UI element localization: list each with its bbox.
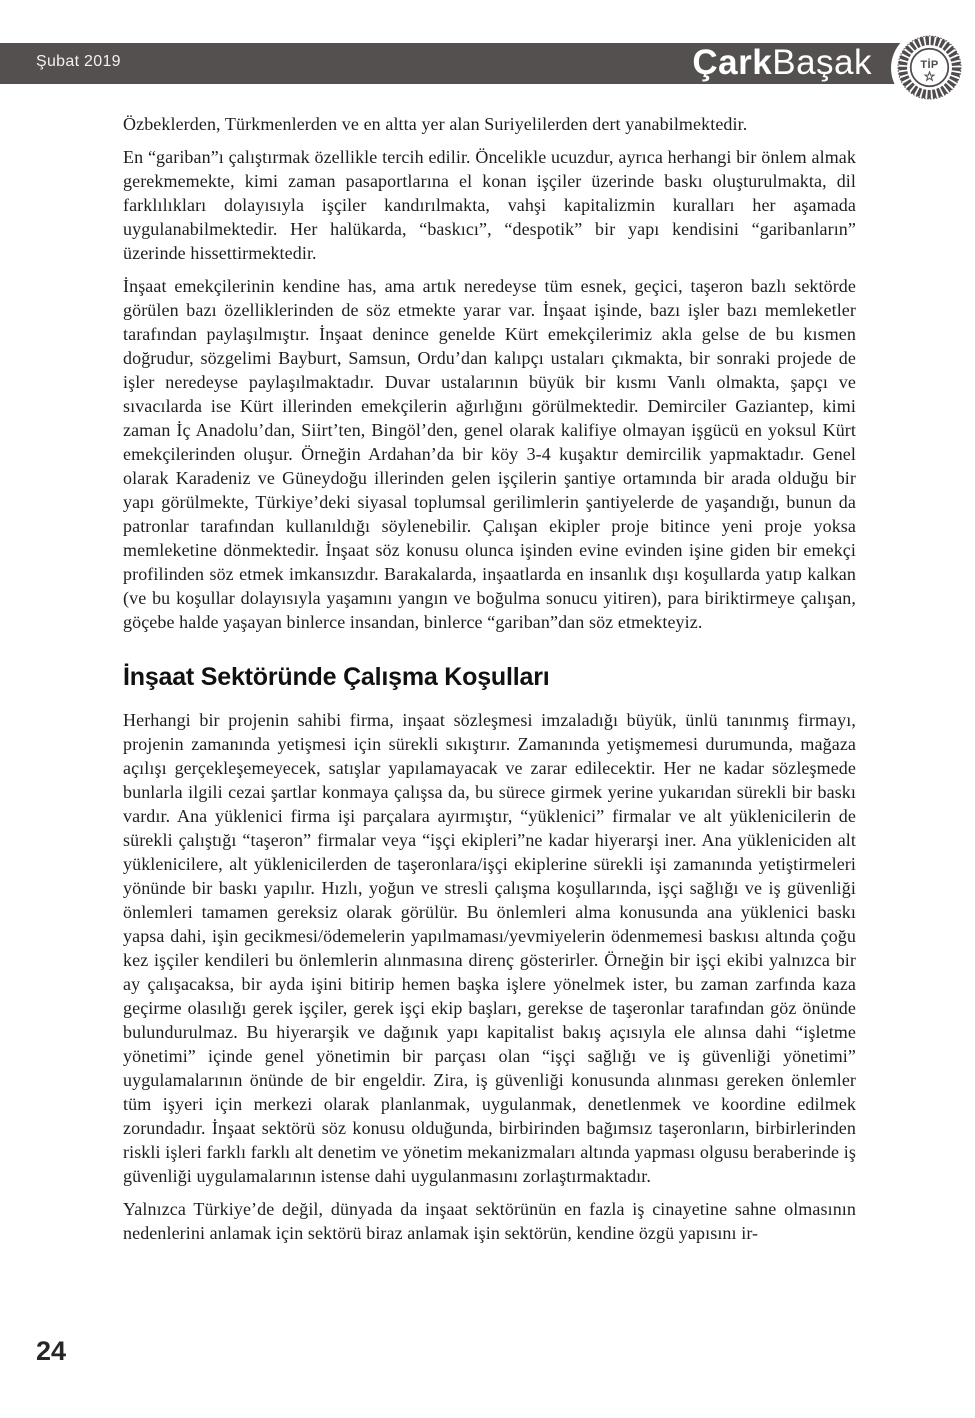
logo-text: TİP [920, 58, 939, 71]
issue-date: Şubat 2019 [36, 53, 121, 70]
page-number: 24 [36, 1336, 67, 1366]
tip-party-emblem-icon [896, 34, 963, 101]
paragraph: Herhangi bir projenin sahibi firma, inşaat sözleşmesi imzaladığı büyük, ünlü tanınmış firmayı, projenin zamanında yetişmesi için sürekli sıkıştırır. Zamanında yetişmemesi durumunda, mağaza açılışı gerçekleşemeyecek, satışlar yapılamayacak ve zarar edilecektir. Her ne kadar sözleşmede bunlarla ilgili cezai şartlar konmaya çalışsa da, bu sürece girmek yerine yukarıdan sürekli bir baskı vardır. Ana yüklenici firma işi parçalara ayırmıştır, “yüklenici” firmalar ve alt yüklenicilerin de sürekli çalıştığı “taşeron” firmalar veya “işçi ekipleri”ne kadar hiyerarşi iner. Ana yükleniciden alt yüklenicilere, alt yüklenicilerden de taşeronlara/işçi ekiplerine sürekli işi zamanında yetiştirmeleri yönünde bir baskı yapılır. Hızlı, yoğun ve stresli çalışma koşullarında, işçi sağlığı ve iş güvenliği önlemleri tamamen gereksiz olarak görülür. Bu önlemleri alma konusunda ana yüklenici baskı yapsa dahi, işin gecikmesi/ödemelerin yapılmaması/yevmiyelerin ödenmemesi baskısı altında çoğu kez işçiler kendileri bu önlemlerin alınmasına direnç gösterirler. Örneğin bir işçi ekibi yalnızca bir ay çalışacaksa, bir ayda işini bitirip hemen başka işlere yönelmek ister, bu zaman zarfında kaza geçirme olasılığı gerek işçiler, gerek işçi ekip başları, gerekse de taşeronlar tarafından göz önünde bulundurulmaz. Bu hiyerarşik ve dağınık yapı kapitalist bakış açısıyla ele alınsa dahi “işletme yönetimi” içinde genel yönetimin bir parçası olan “işçi sağlığı ve iş güvenliği yönetimi” uygulamalarının önünde de bir engeldir. Zira, iş güvenliği konusunda alınması gereken önlemler tüm işyeri için merkezi olarak planlanmak, uygulanmak, denetlenmek ve koordine edilmek zorundadır. İnşaat sektörü söz konusu olduğunda, birbirinden bağımsız taşeronların, birbirlerinden riskli işleri farklı farklı alt denetim ve yönetim mekanizmaları altında yapması olgusu beraberinde iş güvenliği uygulamalarının istense dahi uygulanmasını zorlaştırmaktadır. [123, 710, 856, 1186]
paragraph: En “gariban”ı çalıştırmak özellikle tercih edilir. Öncelikle ucuzdur, ayrıca herhangi bir önlem almak gerekmemekte, kimi zaman pasaportlarına el konan işçiler üzerinde baskı oluşturulmakta, dil farklılıkları dolayısıyla işçiler kandırılmakta, vahşi kapitalizmin kuralları her aşamada uygulanabilmektedir. Her halükarda, “baskıcı”, “despotik” bir yapı kendisini “garibanların” üzerinde hissettirmektedir. [123, 147, 856, 263]
paragraph: Yalnızca Türkiye’de değil, dünyada da inşaat sektörünün en fazla iş cinayetine sahne olmasının nedenlerini anlamak için sektörü biraz anlamak işin sektörün, kendine özgü yapısını ir- [123, 1199, 856, 1243]
paragraph: İnşaat emekçilerinin kendine has, ama artık neredeyse tüm esnek, geçici, taşeron bazlı sektörde görülen bazı özelliklerinden de söz etmekte yarar var. İnşaat işinde, bazı işler bazı memleketler tarafından paylaşılmıştır. İnşaat denince genelde Kürt emekçilerimiz akla gelse de bu kısmen doğrudur, sözgelimi Bayburt, Samsun, Ordu’dan kalıpçı ustaları çıkmakta, bir sonraki projede de işler neredeyse paylaşılmaktadır. Duvar ustalarının büyük bir kısmı Vanlı olmakta, şapçı ve sıvacılarda ise Kürt illerinden emekçilerin ağırlığını görülmektedir. Demirciler Gaziantep, kimi zaman İç Anadolu’dan, Siirt’ten, Bingöl’den, genel olarak kalifiye olmayan işgücü en yoksul Kürt emekçilerinden oluşur. Örneğin Ardahan’da bir köy 3-4 kuşaktır demircilik yapmaktadır. Genel olarak Karadeniz ve Güneydoğu illerinden gelen işçilerin şantiye ortamında bir arada olduğu bir yapı görülmekte, Türkiye’deki siyasal toplumsal gerilimlerin şantiyelerde de yaşandığı, bunun da patronlar tarafından kullanıldığı söylenebilir. Çalışan ekipler proje bitince yeni proje yoksa memleketine dönmektedir. İnşaat söz konusu olunca işinden evine evinden işine giden bir emekçi profilinden söz etmek imkansızdır. Barakalarda, inşaatlarda en insanlık dışı koşullarda yatıp kalkan (ve bu koşullar dolayısıyla yaşamını yangın ve boğulma sonucu yitiren), para biriktirmeye çalışan, göçebe halde yaşayan binlerce insandan, binlerce “gariban”dan söz etmekteyiz. [123, 276, 856, 632]
paragraph: Özbeklerden, Türkmenlerden ve en altta yer alan Suriyelilerden dert yanabilmektedir. [123, 114, 748, 134]
section-heading: İnşaat Sektöründe Çalışma Koşulları [123, 663, 550, 691]
masthead [692, 40, 872, 86]
header-bar [0, 43, 908, 84]
article-body [123, 112, 856, 1254]
masthead-light: Başak [772, 43, 872, 82]
masthead-bold: Çark [692, 43, 773, 82]
